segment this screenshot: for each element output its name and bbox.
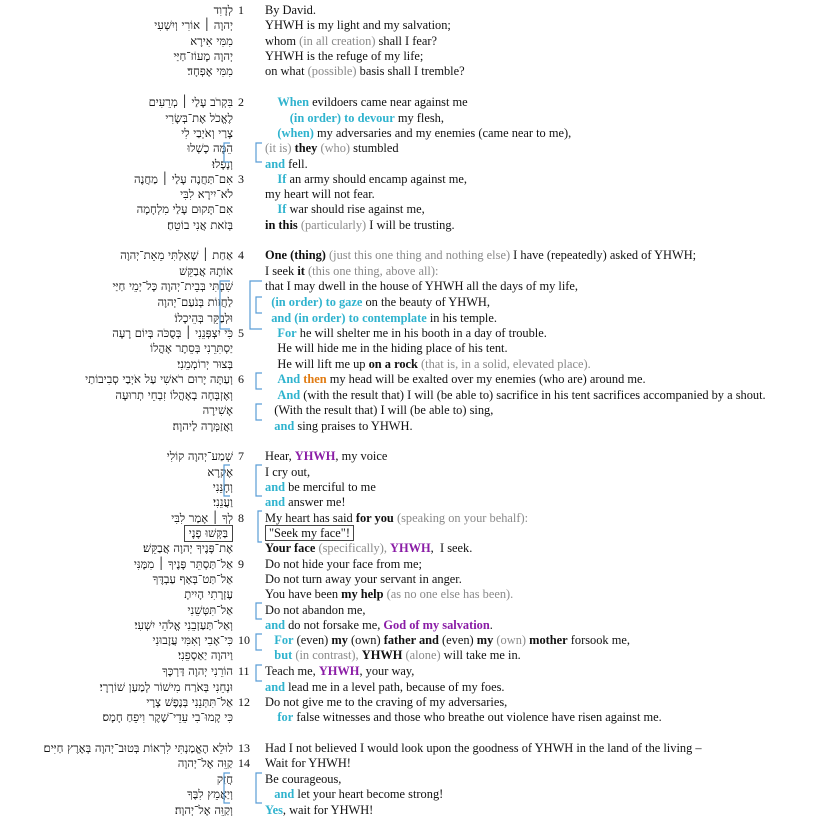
verse-line	[0, 126, 825, 142]
hebrew-text: וְיַאֲמֵץ לִבֶּךָ	[187, 787, 233, 801]
translation-segment: (when)	[277, 126, 314, 140]
translation-segment: my help	[341, 587, 384, 601]
translation-segment: , I seek.	[430, 541, 473, 555]
verse-line	[0, 618, 825, 634]
translation-segment: I cry out,	[265, 465, 311, 479]
translation-segment: Do not hide your face from me;	[265, 557, 422, 571]
english-translation	[265, 341, 508, 356]
english-translation	[265, 572, 462, 587]
hebrew-text: אִם־תָּקוּם עָלַי מִלְחָמָה	[136, 202, 233, 216]
translation-segment: Yes	[265, 803, 283, 817]
translation-segment: (alone)	[405, 648, 441, 662]
verse-line	[0, 49, 825, 65]
hebrew-text: בִּקְרֹב עָלַי ׀ מְרֵעִים	[148, 95, 233, 109]
translation-segment: Do not abandon me,	[265, 603, 366, 617]
hebrew-text: עֶזְרָתִי הָיִיתָ	[184, 587, 233, 601]
verse-line	[0, 326, 825, 342]
translation-segment: YHWH is my light and my salvation;	[265, 18, 451, 32]
translation-segment: (speaking on your behalf):	[396, 511, 529, 525]
translation-segment: "Seek my face"!	[265, 525, 354, 541]
verse-line	[0, 772, 825, 788]
verse-number: 6	[238, 372, 244, 386]
english-translation	[265, 34, 437, 49]
english-translation	[265, 465, 310, 480]
hebrew-text: בַּקְּשׁוּ פָנָי	[184, 525, 233, 542]
verse-line	[0, 803, 825, 819]
translation-segment: (as no one else has been).	[386, 587, 514, 601]
translation-segment: (just this one thing and nothing else)	[329, 248, 511, 262]
translation-segment: And	[277, 388, 301, 402]
translation-segment: If	[277, 172, 287, 186]
english-translation	[265, 218, 455, 233]
english-translation	[265, 557, 422, 572]
verse-line	[0, 64, 825, 80]
hebrew-text: כִּי קָמוּ־בִי עֵדֵי־שֶׁקֶר וִיפֵחַ חָמָס׃	[102, 710, 233, 724]
english-translation	[265, 787, 443, 802]
translation-segment: on a rock	[368, 357, 418, 371]
hebrew-text: קַוֵּה אֶל־יְהוָה	[177, 756, 233, 770]
verse-line	[0, 541, 825, 557]
translation-segment: , wait for YHWH!	[282, 803, 374, 817]
verse-number: 3	[238, 172, 244, 186]
hebrew-text: אֶת־פָּנֶיךָ יְהוָה אֲבַקֵּשׁ׃	[143, 541, 233, 555]
translation-segment: .	[489, 618, 493, 632]
translation-segment: Your face	[265, 541, 316, 555]
translation-segment: sing praises to YHWH.	[294, 419, 413, 433]
hebrew-text: מִמִּי אִירָא	[190, 34, 233, 48]
english-translation	[265, 264, 438, 279]
hebrew-text: וַעֲנֵנִי׃	[213, 495, 233, 509]
translation-segment: and	[265, 157, 285, 171]
english-translation	[265, 449, 387, 464]
verse-line	[0, 710, 825, 726]
verse-line	[0, 157, 825, 173]
translation-segment: and	[274, 787, 295, 801]
translation-segment: do not forsake me,	[284, 618, 384, 632]
hebrew-text: אַחַת ׀ שָׁאַלְתִּי מֵאֵת־יְהוָה	[120, 248, 233, 262]
hebrew-text: הוֹרֵנִי יְהוָה דַּרְכֶּךָ	[162, 664, 233, 678]
translation-segment: (own)	[347, 633, 384, 647]
translation-segment: (with the result that) I will (be able to) sacrifice in his tent sacrifices accompanied by a shout.	[300, 388, 766, 402]
english-translation	[265, 126, 571, 141]
verse-line	[0, 511, 825, 527]
english-translation	[265, 64, 465, 79]
hebrew-text: וְקַוֵּה אֶל־יְהוָה׃	[174, 803, 233, 817]
verse-line	[0, 680, 825, 696]
translation-segment	[265, 172, 277, 186]
hebrew-text: אִם־תַּחֲנֶה עָלַי ׀ מַחֲנֶה	[134, 172, 233, 186]
translation-segment: evildoers came near against me	[309, 95, 468, 109]
translation-segment: and	[265, 480, 285, 494]
hebrew-text: חֲזַק	[216, 772, 233, 786]
translation-segment	[265, 202, 277, 216]
hebrew-text: וְעַתָּה יָרוּם רֹאשִׁי עַל אֹיְבַי סְבִיבוֹתַי	[85, 372, 233, 386]
hebrew-text: שְׁמַע־יְהוָה קוֹלִי	[166, 449, 233, 463]
verse-line	[0, 187, 825, 203]
hebrew-text: יַסְתִּרֵנִי בְּסֵתֶר אָהֳלוֹ	[150, 341, 233, 355]
translation-segment: , your way,	[359, 664, 415, 678]
verse-line	[0, 587, 825, 603]
english-translation	[265, 741, 702, 756]
hebrew-text: לוּלֵא הֶאֱמַנְתִּי לִרְאוֹת בְּטוּב־יְהוָה בְּאֶרֶץ חַיִּים׃	[43, 741, 233, 755]
translation-segment	[265, 326, 277, 340]
translation-segment	[265, 633, 274, 647]
translation-segment: then	[303, 372, 327, 386]
translation-segment: (possible)	[307, 64, 357, 78]
english-translation	[265, 480, 376, 495]
hebrew-text: כִּי יִצְפְּנֵנִי ׀ בְּסֻכֹּה בְּיוֹם רָעָה	[112, 326, 233, 340]
verse-number: 10	[238, 633, 250, 647]
translation-segment: Do not turn away your servant in anger.	[265, 572, 462, 586]
verse-number: 9	[238, 557, 244, 571]
verse-line	[0, 95, 825, 111]
english-translation	[265, 633, 630, 648]
verse-line	[0, 695, 825, 711]
hebrew-text: וַיהוָה יַאַסְפֵנִי׃	[177, 648, 233, 662]
translation-segment: for	[277, 710, 294, 724]
translation-segment: (in all creation)	[299, 34, 376, 48]
english-translation	[265, 403, 493, 418]
hebrew-text: וַאֲזַמְּרָה לַיהוָה׃	[172, 419, 233, 433]
english-translation	[265, 279, 578, 294]
translation-segment	[265, 388, 277, 402]
english-translation	[265, 587, 513, 602]
verse-number: 12	[238, 695, 250, 709]
verse-number: 2	[238, 95, 244, 109]
translation-segment: God of my salvation	[383, 618, 490, 632]
verse-number: 14	[238, 756, 250, 770]
verse-line	[0, 202, 825, 218]
translation-segment: will take me in.	[440, 648, 521, 662]
translation-segment: my adversaries and my enemies (came near to me),	[313, 126, 572, 140]
translation-segment: my head will be exalted over my enemies (who are) around me.	[326, 372, 646, 386]
hebrew-text: יְהוָה מָעוֹז־חַיַּי	[173, 49, 233, 63]
verse-line	[0, 3, 825, 19]
translation-segment: (that is, in a solid, elevated place).	[421, 357, 591, 371]
translation-segment: Hear,	[265, 449, 295, 463]
translation-segment: (in order) to devour	[289, 111, 395, 125]
verse-line	[0, 495, 825, 511]
translation-segment: answer me!	[284, 495, 346, 509]
english-translation	[265, 141, 399, 156]
english-translation	[265, 187, 375, 202]
translation-segment: basis shall I tremble?	[356, 64, 465, 78]
translation-segment: One (thing)	[265, 248, 326, 262]
translation-segment: If	[277, 202, 287, 216]
verse-line	[0, 403, 825, 419]
translation-segment: YHWH is the refuge of my life;	[265, 49, 424, 63]
translation-segment: When	[277, 95, 310, 109]
translation-segment: my	[476, 633, 494, 647]
translation-segment: Wait for YHWH!	[265, 756, 351, 770]
translation-segment: (even)	[293, 633, 332, 647]
english-translation	[265, 603, 365, 618]
verse-number: 5	[238, 326, 244, 340]
english-translation	[265, 326, 547, 341]
translation-segment	[265, 648, 274, 662]
translation-segment: (even)	[438, 633, 477, 647]
translation-segment: war should rise against me,	[286, 202, 425, 216]
verse-line	[0, 264, 825, 280]
english-translation	[265, 680, 505, 695]
translation-segment: fell.	[284, 157, 308, 171]
verse-number: 8	[238, 511, 244, 525]
verse-number: 4	[238, 248, 244, 262]
translation-segment: false witnesses and those who breathe out violence have risen against me.	[293, 710, 662, 724]
translation-segment: forsook me,	[567, 633, 630, 647]
hebrew-text: כִּי־אָבִי וְאִמִּי עֲזָבוּנִי	[152, 633, 233, 647]
translation-segment: YHWH	[294, 449, 336, 463]
verse-line	[0, 248, 825, 264]
translation-segment: For	[277, 326, 297, 340]
translation-segment: You have been	[265, 587, 342, 601]
translation-segment: , my voice	[335, 449, 388, 463]
hebrew-text: אַל־תִּטְּשֵׁנִי	[187, 603, 233, 617]
english-translation	[265, 372, 646, 387]
translation-segment: YHWH	[390, 541, 431, 555]
translation-segment: (in order) to gaze	[271, 295, 363, 309]
translation-segment: it	[297, 264, 305, 278]
hebrew-text: אוֹתָהּ אֲבַקֵּשׁ	[179, 264, 233, 278]
verse-line	[0, 633, 825, 649]
verse-line	[0, 526, 825, 542]
english-translation	[265, 49, 423, 64]
hebrew-text: אֶקְרָא	[207, 465, 233, 479]
translation-segment: and	[274, 419, 295, 433]
verse-line	[0, 341, 825, 357]
english-translation	[265, 803, 373, 818]
english-translation	[265, 664, 414, 679]
hebrew-text: הֵמָּה כָשְׁלוּ	[187, 141, 233, 155]
hebrew-text: בְּצוּר יְרוֹמְמֵנִי׃	[177, 357, 233, 371]
english-translation	[265, 172, 467, 187]
english-translation	[265, 541, 472, 556]
verse-number: 1	[238, 3, 244, 17]
translation-segment: lead me in a level path, because of my foes.	[284, 680, 505, 694]
translation-segment	[265, 710, 277, 724]
verse-line	[0, 172, 825, 188]
verse-line	[0, 603, 825, 619]
translation-segment: my	[331, 633, 348, 647]
verse-line	[0, 465, 825, 481]
translation-segment: an army should encamp against me,	[286, 172, 467, 186]
translation-segment: on what	[265, 64, 308, 78]
verse-line	[0, 572, 825, 588]
translation-segment: be merciful to me	[284, 480, 376, 494]
english-translation	[265, 756, 351, 771]
translation-segment	[265, 95, 277, 109]
translation-segment: in this	[265, 218, 298, 232]
verse-line	[0, 372, 825, 388]
verse-line	[0, 419, 825, 435]
verse-line	[0, 449, 825, 465]
translation-segment: Be courageous,	[265, 772, 342, 786]
hebrew-text: וְאֶזְבְּחָה בְאָהֳלוֹ זִבְחֵי תְרוּעָה	[115, 388, 233, 402]
english-translation	[265, 157, 308, 172]
english-translation	[265, 95, 468, 110]
translation-segment: that I may dwell in the house of YHWH all the days of my life,	[265, 279, 579, 293]
verse-number: 13	[238, 741, 250, 755]
hebrew-text: אַל־תַּט־בְּאַף עַבְדֶּךָ	[152, 572, 233, 586]
translation-segment: (this one thing, above all):	[308, 264, 439, 278]
translation-segment: And	[277, 372, 301, 386]
translation-segment: let your heart become strong!	[294, 787, 444, 801]
translation-segment: Do not give me to the craving of my adversaries,	[265, 695, 508, 709]
hebrew-text: אַל־תִּתְּנֵנִי בְּנֶפֶשׁ צָרָי	[146, 695, 233, 709]
translation-segment	[265, 111, 290, 125]
translation-segment: (who)	[320, 141, 351, 155]
verse-line	[0, 648, 825, 664]
verse-line	[0, 357, 825, 373]
hebrew-text: אָשִׁירָה	[202, 403, 233, 417]
translation-segment: in his temple.	[426, 311, 497, 325]
translation-segment: and (in order) to contemplate	[271, 311, 427, 325]
translation-segment: they	[294, 141, 318, 155]
english-translation	[265, 388, 766, 403]
translation-segment: and	[265, 495, 285, 509]
verse-line	[0, 141, 825, 157]
hebrew-text: וְאַל־תַּעַזְבֵנִי אֱלֹהֵי יִשְׁעִי׃	[134, 618, 233, 632]
english-translation	[265, 710, 662, 725]
translation-segment: Had I not believed I would look upon the goodness of YHWH in the land of the living –	[265, 741, 702, 755]
english-translation	[265, 311, 497, 326]
translation-segment: whom	[265, 34, 300, 48]
translation-segment: and	[265, 680, 285, 694]
translation-segment: (in contrast),	[295, 648, 359, 662]
hebrew-text: לֹא־יִירָא לִבִּי	[180, 187, 233, 201]
hebrew-text: לְךָ ׀ אָמַר לִבִּי	[171, 511, 233, 525]
verse-line	[0, 388, 825, 404]
hebrew-text: וּנְחֵנִי בְּאֹרַח מִישׁוֹר לְמַעַן שׁוֹרְרָי׃	[99, 680, 233, 694]
translation-segment: on the beauty of YHWH,	[362, 295, 490, 309]
hebrew-text: לֶאֱכֹל אֶת־בְּשָׂרִי	[165, 111, 233, 125]
translation-segment: (With the result that) I will (be able to) sing,	[265, 403, 494, 417]
translation-segment	[265, 126, 277, 140]
english-translation	[265, 695, 507, 710]
hebrew-text: מִמִּי אֶפְחָד׃	[187, 64, 233, 78]
translation-segment: YHWH	[361, 648, 403, 662]
hebrew-text: בְּזֹאת אֲנִי בוֹטֵחַ׃	[167, 218, 233, 232]
translation-segment	[265, 787, 274, 801]
verse-line	[0, 311, 825, 327]
translation-segment: father and	[383, 633, 439, 647]
translation-segment: He will lift me up	[265, 357, 369, 371]
translation-segment	[265, 372, 277, 386]
verse-line	[0, 218, 825, 234]
translation-segment: mother	[529, 633, 568, 647]
hebrew-text: שִׁבְתִּי בְּבֵית־יְהוָה כָּל־יְמֵי חַיַּי	[112, 279, 233, 293]
hebrew-text: צָרַי וְאֹיְבַי לִי	[181, 126, 233, 140]
english-translation	[265, 357, 591, 372]
translation-segment: I will be trusting.	[366, 218, 455, 232]
translation-segment: (specifically),	[318, 541, 387, 555]
english-translation	[265, 295, 490, 310]
translation-segment: I seek	[265, 264, 298, 278]
translation-segment	[265, 419, 274, 433]
verse-line	[0, 111, 825, 127]
verse-line	[0, 34, 825, 50]
translation-segment: I have (repeatedly) asked of YHWH;	[510, 248, 697, 262]
verse-line	[0, 480, 825, 496]
translation-segment: but	[274, 648, 293, 662]
hebrew-text: וְחָנֵּנִי	[212, 480, 233, 494]
verse-line	[0, 557, 825, 573]
english-translation	[265, 202, 425, 217]
english-translation	[265, 618, 493, 633]
english-translation	[265, 648, 521, 663]
translation-segment: for you	[355, 511, 394, 525]
verse-line	[0, 756, 825, 772]
verse-number: 7	[238, 449, 244, 463]
hebrew-text: אַל־תַּסְתֵּר פָּנֶיךָ ׀ מִמֶּנִּי	[133, 557, 233, 571]
english-translation	[265, 18, 451, 33]
translation-segment: YHWH	[318, 664, 360, 678]
translation-segment: (it is)	[265, 141, 292, 155]
english-translation	[265, 3, 316, 18]
translation-segment: he will shelter me in his booth in a day of trouble.	[296, 326, 547, 340]
english-translation	[265, 526, 354, 541]
translation-segment: My heart has said	[265, 511, 356, 525]
english-translation	[265, 248, 696, 263]
english-translation	[265, 419, 413, 434]
english-translation	[265, 111, 444, 126]
translation-segment: and	[265, 618, 285, 632]
translation-segment: stumbled	[350, 141, 399, 155]
english-translation	[265, 495, 346, 510]
hebrew-text: וּלְבַקֵּר בְּהֵיכָלוֹ׃	[174, 311, 233, 325]
translation-segment: (particularly)	[300, 218, 367, 232]
english-translation	[265, 772, 341, 787]
translation-segment: For	[274, 633, 294, 647]
hebrew-text: לְדָוִד	[213, 3, 233, 17]
translation-segment: (own)	[496, 633, 527, 647]
hebrew-text: יְהוָה ׀ אוֹרִי וְיִשְׁעִי	[154, 18, 233, 32]
english-translation	[265, 511, 528, 526]
translation-segment: By David.	[265, 3, 316, 17]
translation-segment: shall I fear?	[375, 34, 438, 48]
verse-number: 11	[238, 664, 250, 678]
verse-line	[0, 295, 825, 311]
verse-line	[0, 279, 825, 295]
translation-segment: my heart will not fear.	[265, 187, 375, 201]
verse-line	[0, 741, 825, 757]
verse-line	[0, 18, 825, 34]
verse-line	[0, 664, 825, 680]
translation-segment: Teach me,	[265, 664, 319, 678]
translation-segment: my flesh,	[394, 111, 444, 125]
hebrew-text: וְנָפָלוּ׃	[211, 157, 233, 171]
hebrew-text: לַחֲזוֹת בְּנֹעַם־יְהוָה	[157, 295, 233, 309]
translation-segment: He will hide me in the hiding place of his tent.	[265, 341, 508, 355]
verse-line	[0, 787, 825, 803]
